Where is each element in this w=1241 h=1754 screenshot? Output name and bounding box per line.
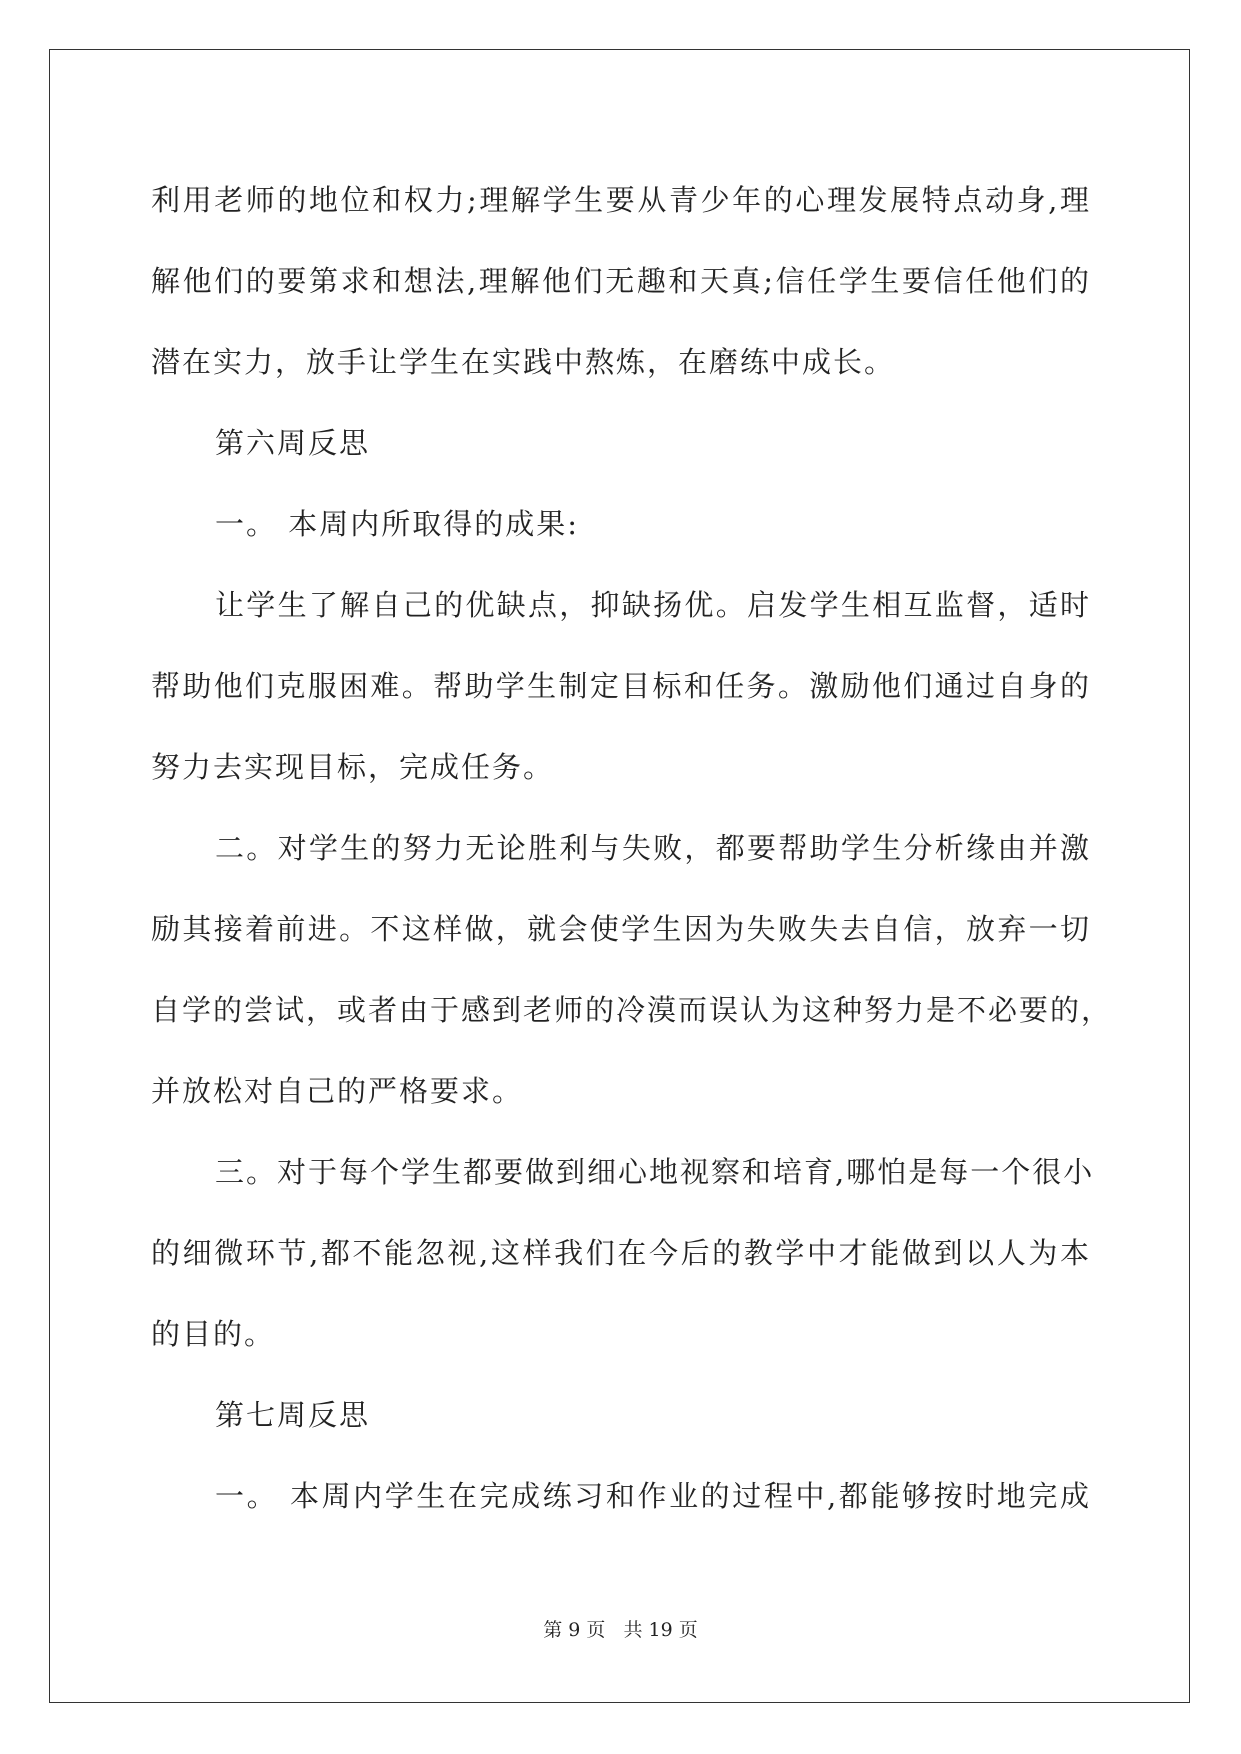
body-line-2: 解他们的要第求和想法,理解他们无趣和天真;信任学生要信任他们的: [151, 264, 1091, 298]
document-body: [151, 160, 1113, 1537]
page-number-footer: 第 9 页 共 19 页: [543, 1619, 698, 1641]
body-line-10: 励其接着前进。不这样做，就会使学生因为失败失去自信，放弃一切: [151, 912, 1091, 946]
body-line-12: 并放松对自己的严格要求。: [151, 1074, 524, 1108]
body-line-6: 让学生了解自己的优缺点，抑缺扬优。启发学生相互监督，适时: [215, 588, 1091, 622]
body-line-3: 潜在实力，放手让学生在实践中熬炼，在磨练中成长。: [151, 345, 896, 379]
body-line-15: 的目的。: [151, 1317, 276, 1351]
section-heading-week-7: 第七周反思: [215, 1398, 371, 1432]
body-line-17: 一。 本周内学生在完成练习和作业的过程中,都能够按时地完成: [215, 1479, 1091, 1513]
body-line-9: 二。对学生的努力无论胜利与失败，都要帮助学生分析缘由并激: [215, 831, 1091, 865]
body-line-11: 自学的尝试，或者由于感到老师的冷漠而误认为这种努力是不必要的，: [151, 993, 1113, 1027]
body-line-13: 三。对于每个学生都要做到细心地视察和培育,哪怕是每一个很小: [215, 1155, 1095, 1189]
body-line-14: 的细微环节,都不能忽视,这样我们在今后的教学中才能做到以人为本: [151, 1236, 1091, 1270]
body-line-1: 利用老师的地位和权力;理解学生要从青少年的心理发展特点动身,理: [151, 183, 1091, 217]
body-line-7: 帮助他们克服困难。帮助学生制定目标和任务。激励他们通过自身的: [151, 669, 1091, 703]
body-line-8: 努力去实现目标，完成任务。: [151, 750, 555, 784]
section-heading-week-6: 第六周反思: [215, 426, 371, 460]
body-line-5: 一。 本周内所取得的成果:: [215, 507, 579, 541]
